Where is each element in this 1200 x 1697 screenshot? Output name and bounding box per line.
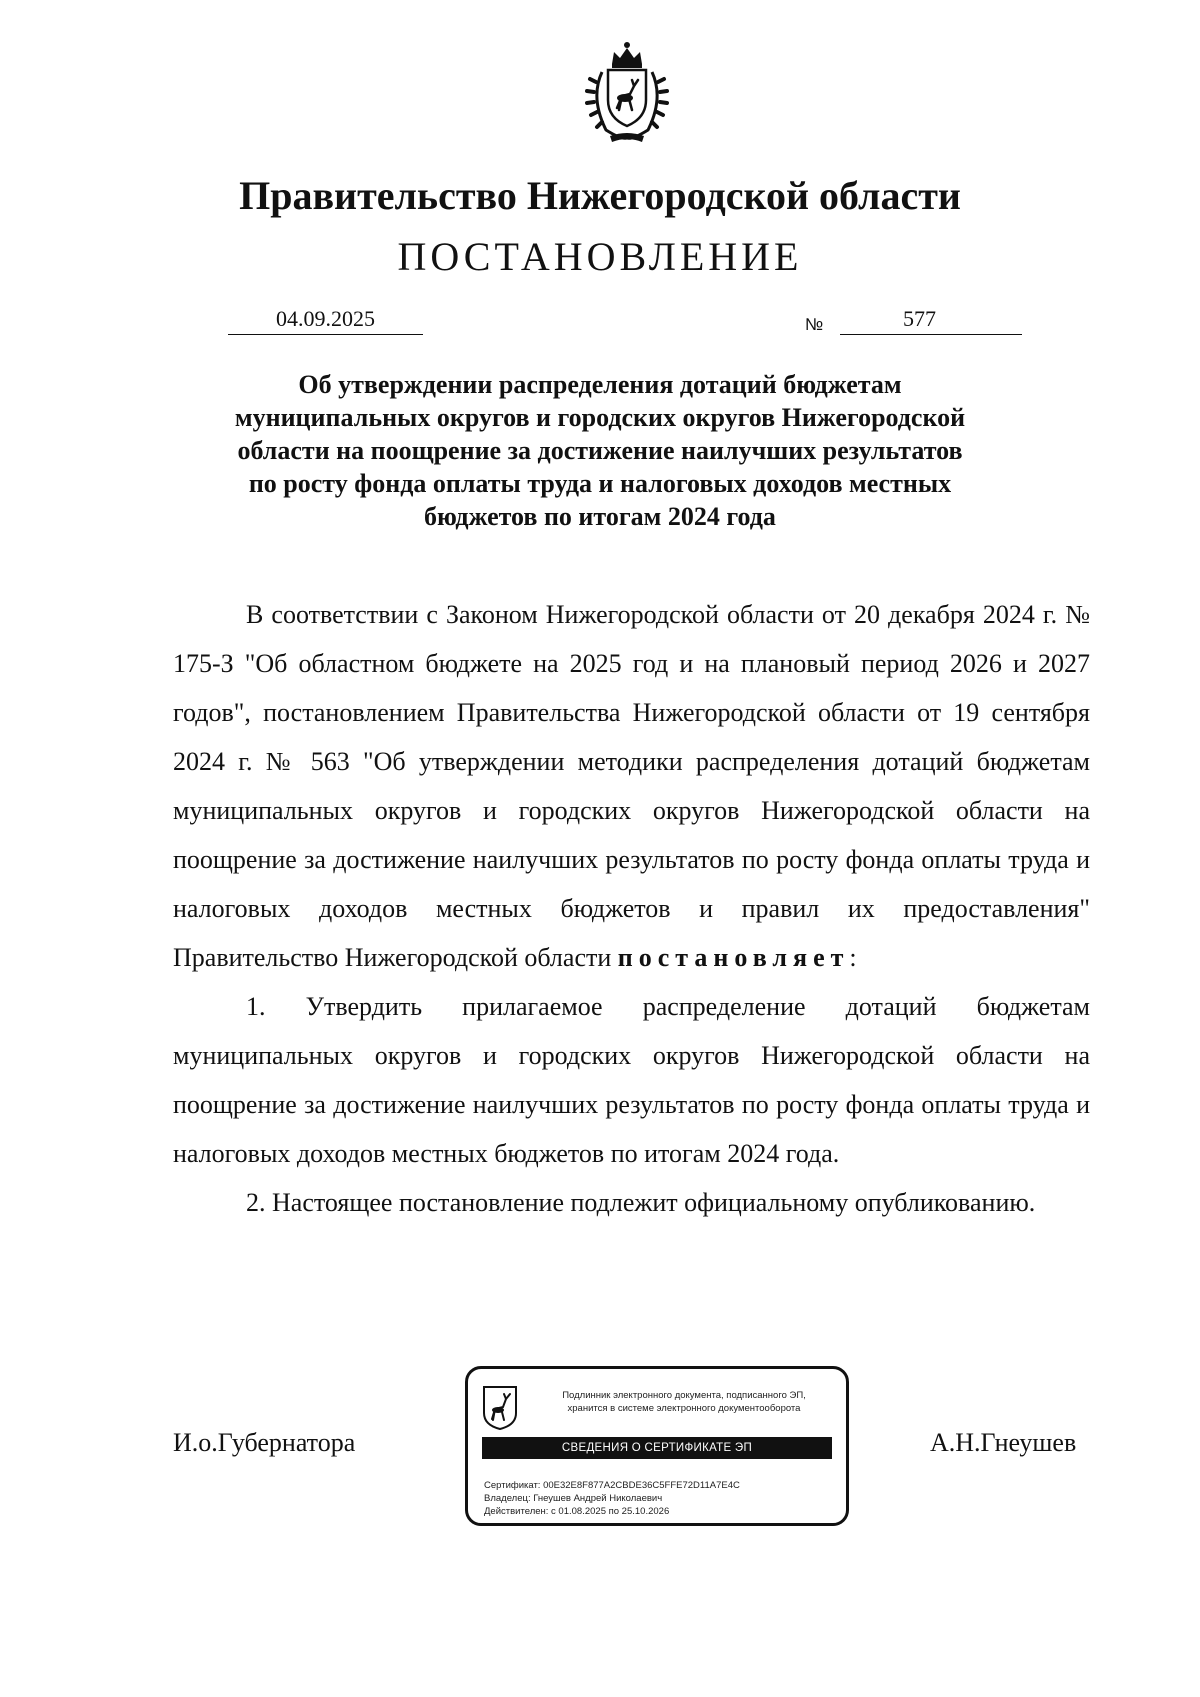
subject-line: Об утверждении распределения дотаций бюджетам	[298, 370, 902, 399]
stamp-note-line: хранится в системе электронного документооборота	[567, 1403, 801, 1414]
document-date: 04.09.2025	[228, 304, 423, 335]
certificate-serial: Сертификат: 00E32E8F877A2CBDE36C5FFE72D11A7E4C	[484, 1480, 740, 1491]
subject-line: области на поощрение за достижение наилучших результатов	[237, 436, 963, 465]
item-paragraph-1: 1. Утвердить прилагаемое распределение дотаций бюджетам муниципальных округов и городских округов Нижегородской области на поощрение за достижение наилучших результатов по росту фонда оплаты труда и налоговых доходов местных бюджетов по итогам 2024 года.	[173, 992, 1090, 1168]
certificate-owner: Владелец: Гнеушев Андрей Николаевич	[484, 1493, 663, 1504]
certificate-info	[484, 1479, 740, 1518]
document-body	[173, 590, 1090, 1227]
document-subject	[200, 368, 1000, 533]
signatory-name: А.Н.Гнеушев	[930, 1428, 1077, 1457]
stamp-note-line: Подлинник электронного документа, подписанного ЭП,	[562, 1390, 806, 1401]
coat-of-arms-icon	[572, 38, 682, 148]
subject-line: по росту фонда оплаты труда и налоговых доходов местных	[248, 469, 952, 498]
item-paragraph-2: 2. Настоящее постановление подлежит официальному опубликованию.	[246, 1188, 1036, 1217]
government-title: Правительство Нижегородской области	[239, 173, 961, 218]
preamble-paragraph	[173, 590, 1090, 982]
subject-line: муниципальных округов и городских округов Нижегородской	[234, 403, 966, 432]
document-number: 577	[840, 304, 1022, 335]
signatory-role: И.о.Губернатора	[173, 1428, 356, 1457]
resolves-word: постановляет	[617, 943, 850, 972]
stamp-note	[526, 1389, 842, 1415]
coat-of-arms-icon	[482, 1385, 518, 1431]
resolves-suffix: :	[849, 943, 857, 972]
number-label: №	[805, 315, 824, 334]
subject-line: бюджетов по итогам 2024 года	[424, 502, 776, 531]
electronic-signature-stamp	[465, 1366, 849, 1526]
certificate-validity: Действителен: с 01.08.2025 по 25.10.2026	[484, 1506, 670, 1517]
stamp-title: СВЕДЕНИЯ О СЕРТИФИКАТЕ ЭП	[482, 1437, 832, 1459]
document-type: ПОСТАНОВЛЕНИЕ	[397, 234, 803, 279]
preamble-text: В соответствии с Законом Нижегородской области от 20 декабря 2024 г. № 175-З "Об областном бюджете на 2025 год и на плановый период 2026 и 2027 годов", постановлением Правительства Нижегородской области от 19 сентября 2024 г. № 563 "Об утверждении методики распределения дотаций бюджетам муниципальных округов и городских округов Нижегородской области на поощрение за достижение наилучших результатов по росту фонда оплаты труда и налоговых доходов местных бюджетов и правил их предоставления" Правительство Нижегородской области	[173, 600, 1090, 972]
